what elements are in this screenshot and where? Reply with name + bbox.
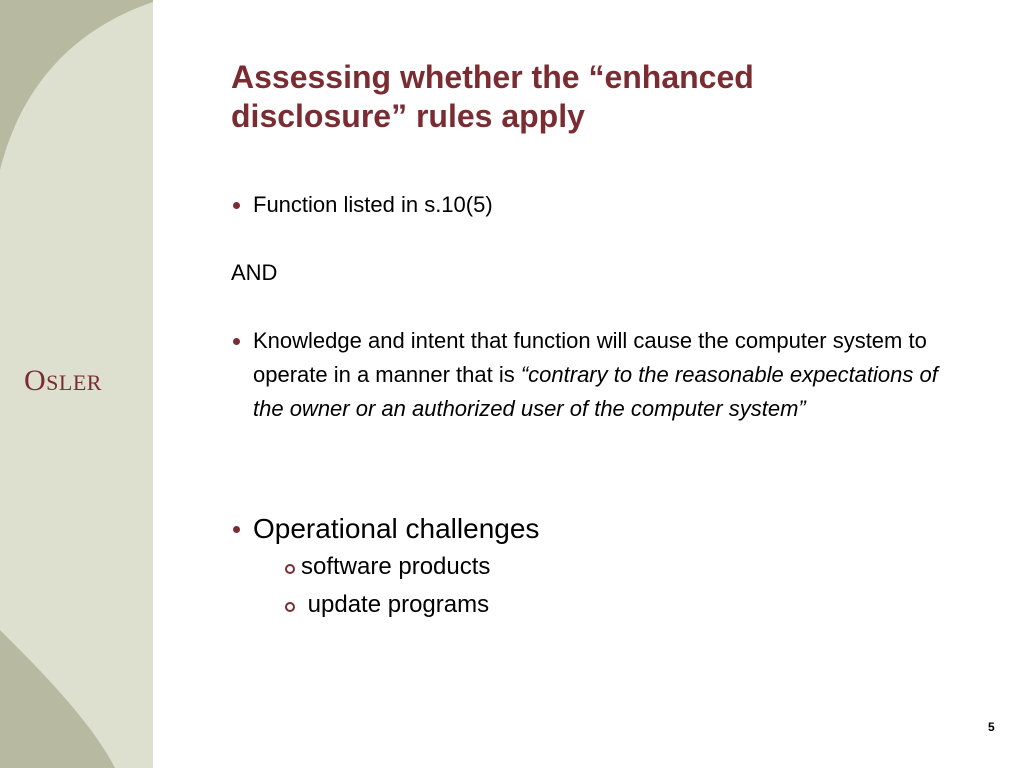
- sub-bullet-text-2: update programs: [301, 591, 490, 618]
- bullet-text-2: [253, 324, 961, 426]
- sub-bullet-text-1: software products: [301, 553, 491, 580]
- decorative-sidebar: [0, 0, 153, 768]
- hollow-bullet-icon: [285, 602, 295, 612]
- bullet-text-1: Function listed in s.10(5): [253, 192, 493, 217]
- sub-bullet-item-2: [231, 586, 961, 624]
- bullet-item-1: [231, 188, 961, 222]
- sub-bullet-item-1: [231, 548, 961, 586]
- bullet-dot-icon: [233, 526, 240, 533]
- slide-title: [231, 58, 931, 136]
- title-line-2: disclosure” rules apply: [231, 98, 585, 134]
- page-number: 5: [988, 720, 995, 734]
- hollow-bullet-icon: [285, 564, 295, 574]
- logo-first-letter: O: [24, 364, 47, 397]
- title-line-1: Assessing whether the “enhanced: [231, 59, 754, 95]
- bullet-text-2-quote: “contrary to the reasonable expectations of the owner or an authorized user of the computer system”: [253, 362, 938, 421]
- bullet-text-2-plain: Knowledge and intent that function will cause the computer system to operate in a manner that is: [253, 328, 927, 387]
- osler-logo: [24, 366, 134, 396]
- bullet-item-2: [231, 324, 961, 426]
- bullet-text-3: Operational challenges: [253, 513, 540, 544]
- slide-body: [231, 188, 961, 624]
- bullet-dot-icon: [233, 202, 240, 209]
- logo-rest-letters: SLER: [46, 370, 102, 395]
- connector-text: AND: [231, 260, 278, 285]
- bullet-dot-icon: [233, 338, 240, 345]
- bullet-item-3: [231, 510, 961, 548]
